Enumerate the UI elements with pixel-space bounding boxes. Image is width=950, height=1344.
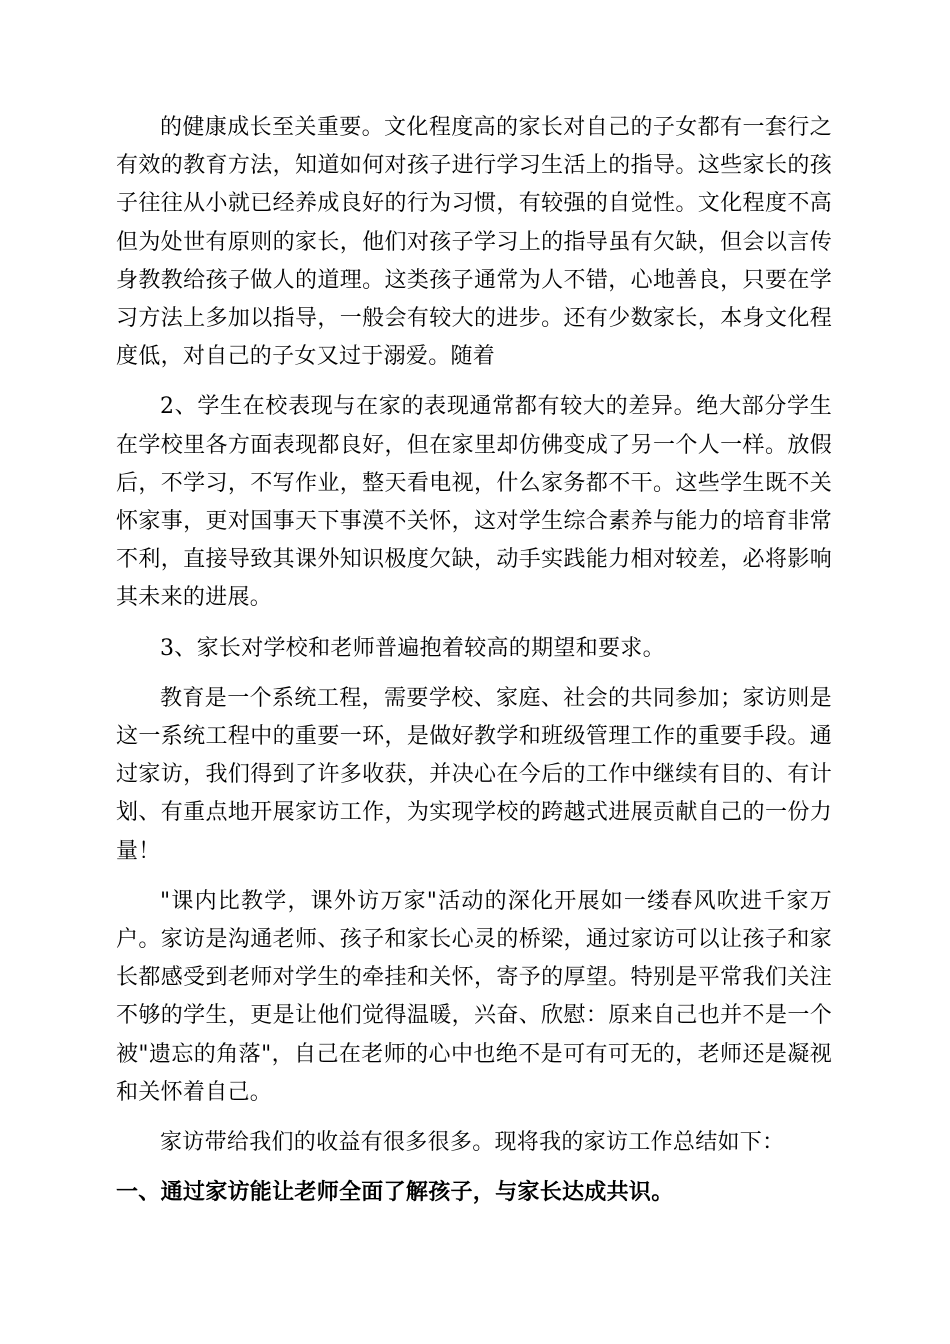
paragraph-4: 教育是一个系统工程，需要学校、家庭、社会的共同参加；家访则是这一系统工程中的重要一环，是做好教学和班级管理工作的重要手段。通过家访，我们得到了许多收获，并决心在今后的工作中继续有目的、有计划、有重点地开展家访工作，为实现学校的跨越式进展贡献自己的一份力量！ (116, 685, 832, 864)
paragraph-5: "课内比教学，课外访万家"活动的深化开展如一缕春风吹进千家万户。家访是沟通老师、孩子和家长心灵的桥梁，通过家访可以让孩子和家长都感受到老师对学生的牵挂和关怀，寄予的厚望。特别是平常我们关注不够的学生，更是让他们觉得温暖，兴奋、欣慰：原来自己也并不是一个被"遗忘的角落"，自己在老师的心中也绝不是可有可无的，老师还是凝视和关怀着自己。 (116, 888, 832, 1105)
paragraph-6: 家访带给我们的收益有很多很多。现将我的家访工作总结如下： (160, 1130, 785, 1156)
paragraph-2: 2、学生在校表现与在家的表现通常都有较大的差异。绝大部分学生在学校里各方面表现都良好，但在家里却仿佛变成了另一个人一样。放假后，不学习，不写作业，整天看电视，什么家务都不干。这些学生既不关怀家事，更对国事天下事漠不关怀，这对学生综合素养与能力的培育非常不利，直接导致其课外知识极度欠缺，动手实践能力相对较差，必将影响其未来的进展。 (116, 394, 832, 611)
paragraph-3: 3、家长对学校和老师普遍抱着较高的期望和要求。 (160, 635, 665, 661)
paragraph-1: 的健康成长至关重要。文化程度高的家长对自己的子女都有一套行之有效的教育方法，知道如何对孩子进行学习生活上的指导。这些家长的孩子往往从小就已经养成良好的行为习惯，有较强的自觉性。文化程度不高但为处世有原则的家长，他们对孩子学习上的指导虽有欠缺，但会以言传身教教给孩子做人的道理。这类孩子通常为人不错，心地善良，只要在学习方法上多加以指导，一般会有较大的进步。还有少数家长，本身文化程度低，对自己的子女又过于溺爱。随着 (116, 115, 832, 370)
section-heading: 一、通过家访能让老师全面了解孩子，与家长达成共识。 (116, 1180, 674, 1206)
document-body (116, 109, 832, 1212)
